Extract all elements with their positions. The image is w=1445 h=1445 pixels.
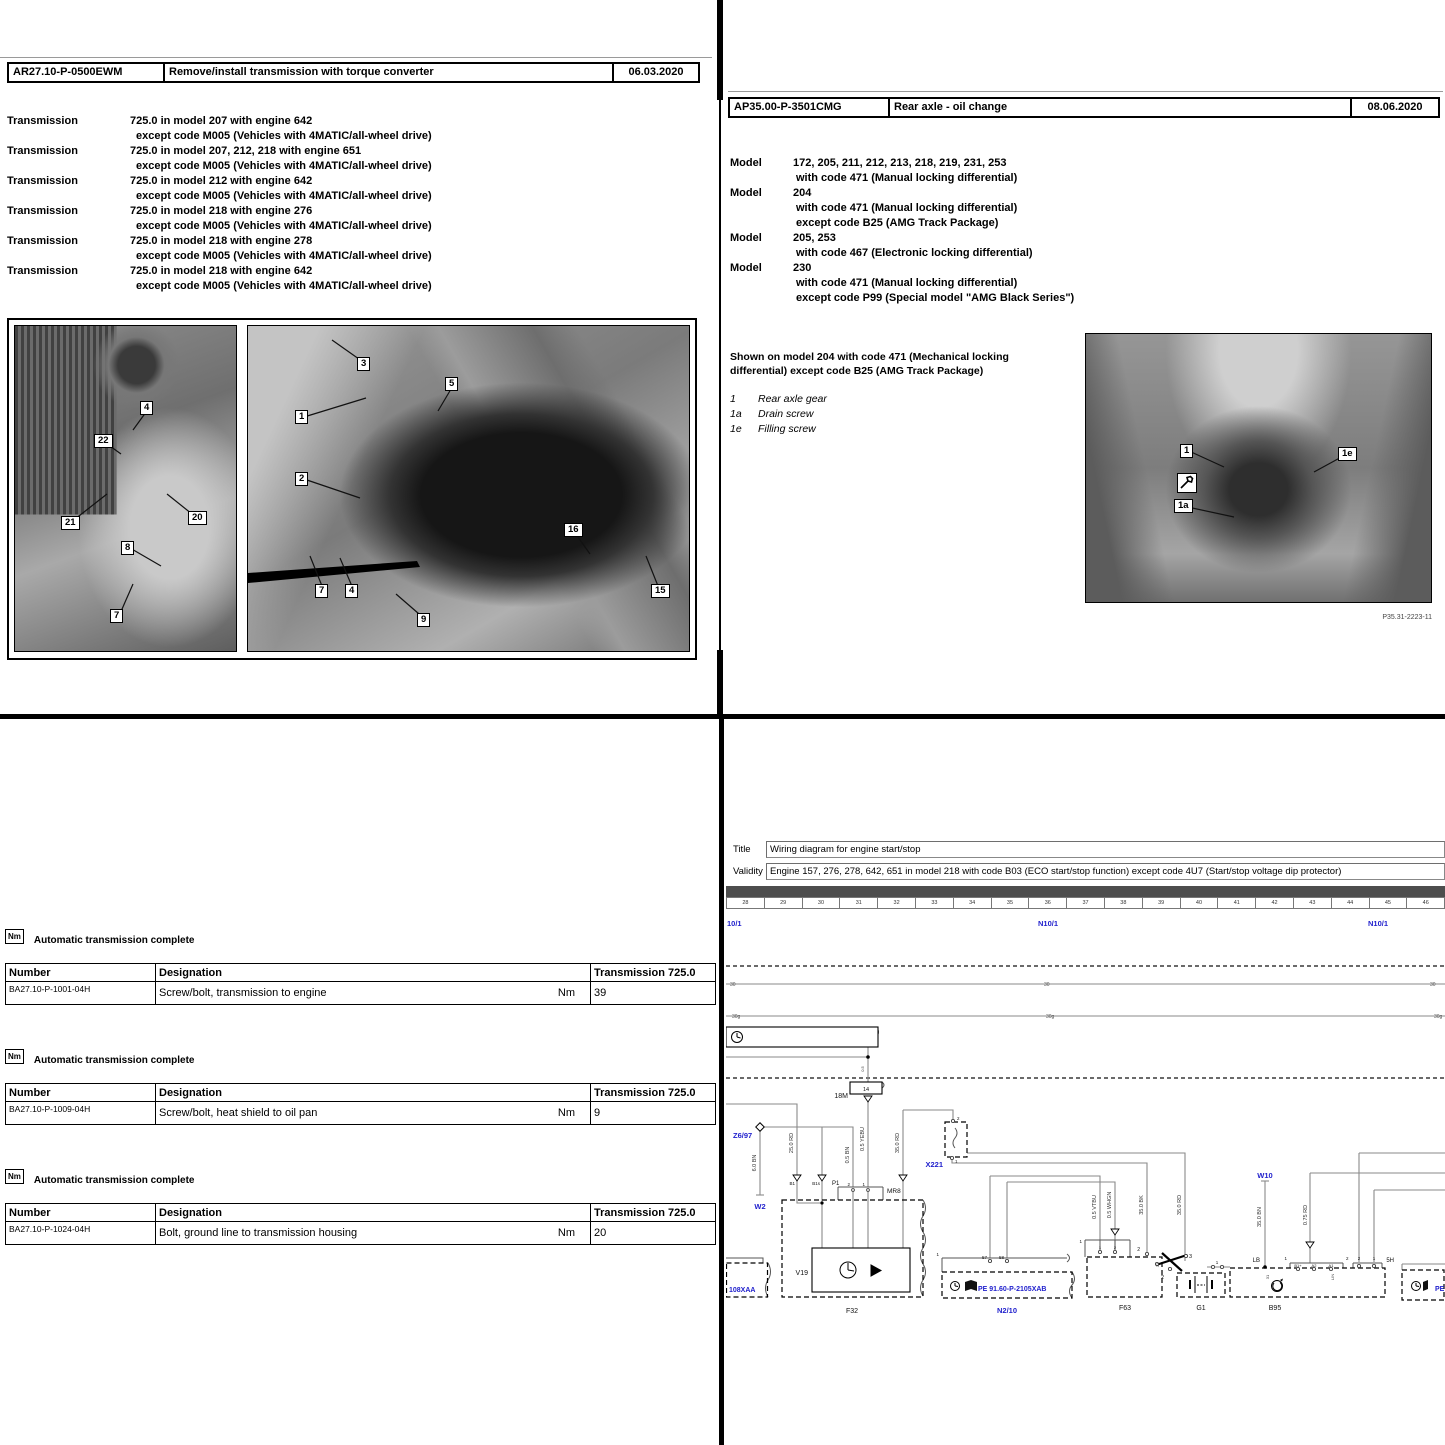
torque-col-transmission: Transmission 725.0 [591,1084,716,1102]
wire-gauge-label: 0.5 YEBU [860,1126,866,1152]
applicability-main: 725.0 in model 218 with engine 278 [130,235,313,247]
torque-col-number: Number [6,1204,156,1222]
applicability-row [7,204,712,234]
torque-table-header-row [6,964,716,982]
legend-text: Filling screw [758,423,816,435]
torque-number-cell: BA27.10-P-1001-04H [6,982,156,1005]
page1-doc-date: 06.03.2020 [628,66,684,78]
page1-procedure-header [7,62,700,83]
applicability-label: Transmission [7,205,78,217]
torque-col-designation: Designation [156,1204,591,1222]
terminal-label: 2 [957,1116,960,1121]
model-row [730,261,1440,306]
callout-number: 22 [94,434,113,448]
legend-text: Drain screw [758,408,814,420]
component-label: 10/1 [727,919,742,928]
torque-value-cell: 20 [591,1222,716,1245]
wiring-title-label: Title [733,844,751,855]
applicability-sub: except code M005 (Vehicles with 4MATIC/all-wheel drive) [136,250,432,262]
page2-doc-code: AP35.00-P-3501CMG [730,99,890,116]
model-sub: with code 471 (Manual locking differential) [796,202,1018,214]
legend-row [730,392,1050,407]
page2-top-rule [728,91,1443,92]
page2-doc-date: 08.06.2020 [1367,101,1423,113]
callout-number: 7 [315,584,328,598]
torque-section [5,1169,715,1245]
ruler-cell: 36 [1029,898,1067,908]
applicability-main: 725.0 in model 218 with engine 276 [130,205,313,217]
terminal-label: B1s [812,1181,820,1186]
page1-photo-right [247,325,690,652]
model-label: Model [730,262,762,274]
model-row [730,156,1440,186]
page2-shown-note-line1: Shown on model 204 with code 471 (Mechanical locking [730,351,1009,363]
callout-number: 5 [445,377,458,391]
terminal-label: MR8 [887,1188,901,1195]
torque-section-header [5,1169,715,1191]
terminal-label: 3 [1189,1254,1193,1260]
component-label: PE 91.60-P-2105XAB [978,1286,1047,1293]
page1-top-rule [0,57,712,58]
page1-doc-title: Remove/install transmission with torque converter [165,64,614,81]
callout-number: 15 [651,584,670,598]
page2-procedure-header [728,97,1440,118]
torque-section [5,929,715,1005]
page1-photo-left-leaders [15,326,236,651]
torque-designation-cell [156,1222,591,1245]
torque-table-row [6,982,716,1005]
terminal-label: A2 [1311,1263,1317,1268]
page2-photo-caption: P35.31-2223-11 [1382,614,1432,621]
wire-gauge-label: 0.5 [860,1066,865,1072]
nm-badge-icon: Nm [5,929,24,944]
terminal-label: 57 [981,1255,987,1260]
component-label: N10/1 [1037,919,1059,928]
torque-number-cell: BA27.10-P-1024-04H [6,1222,156,1245]
page1-applicability-list [7,114,712,294]
model-sub: except code B25 (AMG Track Package) [796,217,999,229]
terminal-label: 1 [1098,1245,1102,1250]
ruler-cell: 46 [1422,900,1429,906]
page2-doc-title: Rear axle - oil change [890,99,1352,116]
model-sub: with code 471 (Manual locking differential) [796,277,1018,289]
wire-gauge-label: 0.5 VTBU [1092,1195,1098,1219]
applicability-label: Transmission [7,235,78,247]
divider-vertical-top-thick [717,0,723,100]
applicability-sub: except code M005 (Vehicles with 4MATIC/all-wheel drive) [136,190,432,202]
page2-shown-note-line2: differential) except code B25 (AMG Track Package) [730,365,984,377]
applicability-main: 725.0 in model 207 with engine 642 [130,115,313,127]
callout-number: 21 [61,516,80,530]
terminal-label: 1 [1372,1256,1376,1261]
torque-section-title: Automatic transmission complete [33,1175,195,1186]
wire-gauge-label: 35.0 RD [895,1132,901,1154]
terminal-label: 18M [834,1093,848,1100]
terminal-label: F63 [1118,1305,1132,1312]
wire-gauge-label: 0.75 RD [1303,1204,1309,1226]
terminal-label: 58 [998,1255,1004,1260]
wire-gauge-label: 35.0 BN [1257,1207,1263,1227]
torque-table [5,1083,716,1125]
model-main: 204 [793,187,812,199]
ruler-cell: 44 [1332,898,1370,908]
terminal-label: 2 [1346,1256,1349,1261]
terminal-label: G1 [1196,1305,1206,1312]
applicability-row [7,234,712,264]
callout-number: 8 [121,541,134,555]
wiring-validity-input[interactable] [766,863,1445,880]
applicability-main: 725.0 in model 218 with engine 642 [130,265,313,277]
ruler-cell: 31 [840,898,878,908]
torque-col-transmission: Transmission 725.0 [591,1204,716,1222]
applicability-value [130,234,432,264]
model-sub: with code 467 (Electronic locking differential) [796,247,1033,259]
wire-gauge-label: 31 [1265,1274,1270,1280]
torque-table [5,1203,716,1245]
terminal-label: 2 [1137,1247,1140,1253]
model-main: 172, 205, 211, 212, 213, 218, 219, 231, 253 [793,157,1007,169]
applicability-sub: except code M005 (Vehicles with 4MATIC/all-wheel drive) [136,220,432,232]
wire-gauge-label: 6.0 BN [752,1154,758,1172]
legend-key: 1 [730,393,736,405]
torque-section [5,1049,715,1125]
ground-symbols [793,1096,1314,1248]
ruler-cell: 37 [1067,898,1105,908]
component-label: N10/1 [1367,919,1389,928]
applicability-value [130,174,432,204]
torque-table [5,963,716,1005]
model-sub: except code P99 (Special model "AMG Black Series") [796,292,1075,304]
terminal-label: F32 [845,1308,859,1315]
torque-table-row [6,1102,716,1125]
ruler-cell: 38 [1105,898,1143,908]
model-value [793,186,1017,231]
torque-table-row [6,1222,716,1245]
wrench-glyph [1178,474,1196,492]
torque-designation-text: Screw/bolt, transmission to engine [159,987,327,999]
ruler-cell: 45 [1370,898,1408,908]
torque-value-cell: 9 [591,1102,716,1125]
model-label: Model [730,187,762,199]
ruler-cell: 42 [1256,898,1294,908]
terminal-label: 14 [862,1087,870,1093]
terminal-label: 2 [847,1182,850,1187]
torque-section-title: Automatic transmission complete [33,1055,195,1066]
applicability-value [130,264,432,294]
model-row [730,186,1440,231]
torque-number-cell: BA27.10-P-1009-04H [6,1102,156,1125]
component-label: N2/10 [996,1306,1018,1315]
junction-dots [820,1055,1266,1269]
page2-photo [1085,333,1432,603]
torque-designation-text: Screw/bolt, heat shield to oil pan [159,1107,318,1119]
wiring-diagram [726,885,1445,1445]
torque-col-transmission: Transmission 725.0 [591,964,716,982]
ruler-cell: 29 [765,898,803,908]
component-label: X221 [925,1160,943,1169]
wire-gauge-label: 35.0 BK [1139,1195,1145,1215]
model-main: 230 [793,262,812,274]
applicability-value [130,114,432,144]
terminal-label: 1 [862,1182,865,1187]
callout-leader-line [304,398,366,417]
terminal-label: 1 [955,1159,958,1164]
terminal-label: 1 [1079,1239,1082,1244]
applicability-row [7,264,712,294]
terminal-label: B1 [789,1181,795,1186]
applicability-sub: except code M005 (Vehicles with 4MATIC/all-wheel drive) [136,280,432,292]
wiring-validity-label: Validity [733,866,763,877]
torque-unit: Nm [557,1227,575,1239]
ruler-cell: 33 [916,898,954,908]
torque-designation-text: Bolt, ground line to transmission housing [159,1227,358,1239]
model-row [730,231,1440,261]
applicability-label: Transmission [7,175,78,187]
terminal-label: 1 [1284,1256,1287,1261]
terminal-label: B95 [1268,1305,1282,1312]
model-label: Model [730,232,762,244]
legend-row [730,422,1050,437]
torque-table-header-row [6,1204,716,1222]
divider-vertical-top [719,100,721,650]
terminal-label: 30 [1044,982,1050,988]
ruler-cell: 43 [1294,898,1332,908]
legend-row [730,407,1050,422]
callout-number: 1 [295,410,308,424]
torque-designation-cell [156,982,591,1005]
wire-gauge-label: 0.5 BN [845,1146,851,1164]
ruler-cell: 41 [1218,898,1256,908]
terminal-label: 30 [1430,982,1436,988]
wiring-title-input[interactable] [766,841,1445,858]
applicability-value [130,144,432,174]
component-label: W2 [754,1202,766,1211]
applicability-row [7,114,712,144]
torque-section-header [5,929,715,951]
callout-number: 1a [1174,499,1193,513]
applicability-label: Transmission [7,265,78,277]
torque-unit: Nm [557,987,575,999]
applicability-sub: except code M005 (Vehicles with 4MATIC/all-wheel drive) [136,160,432,172]
power-rails [726,984,1445,1016]
torque-value-cell: 39 [591,982,716,1005]
applicability-row [7,174,712,204]
callout-number: 16 [564,523,583,537]
torque-section-title: Automatic transmission complete [33,935,195,946]
component-label: W10 [1257,1171,1273,1180]
ruler-cell: 35 [992,898,1030,908]
terminal-label: P1 [832,1181,840,1187]
wrench-icon [1177,473,1197,493]
component-label: PE [1435,1286,1445,1293]
applicability-main: 725.0 in model 212 with engine 642 [130,175,313,187]
page2-legend [730,392,1050,437]
pointer-wedge [248,561,420,583]
wire-gauge-label: LIN [1330,1273,1335,1281]
wire-gauge-label: 31 [1155,1262,1160,1268]
page1-doc-code: AR27.10-P-0500EWM [9,64,165,81]
wire-gauge-label: 35.0 RD [1177,1194,1183,1216]
ruler-cell: 30 [803,898,841,908]
callout-number: 1e [1338,447,1357,461]
terminal-label: 30g [1046,1014,1055,1020]
torque-col-designation: Designation [156,1084,591,1102]
applicability-value [130,204,432,234]
page1-photo-left [14,325,237,652]
terminal-label: 30g [732,1014,741,1020]
callout-number: 2 [295,472,308,486]
divider-vertical-bottom [719,719,724,1445]
terminal-label: 30 [730,982,736,988]
terminal-label: LB [1252,1258,1260,1264]
terminal-label: 2 [1113,1245,1117,1250]
terminal-label: 30g [1434,1014,1443,1020]
callout-leader-line [1189,451,1224,467]
ruler-cell: 39 [1143,898,1181,908]
ruler-cell: 40 [1181,898,1219,908]
model-value [793,231,1033,261]
model-value [793,156,1017,186]
callout-number: 20 [188,511,207,525]
component-label: 108XAA [729,1287,756,1294]
legend-key: 1e [730,423,742,435]
divider-vertical-top-lower [717,650,723,716]
model-value [793,261,1074,306]
model-sub: with code 471 (Manual locking differential) [796,172,1018,184]
terminal-label: 1 [936,1252,939,1257]
torque-col-designation: Designation [156,964,591,982]
applicability-row [7,144,712,174]
terminal-label: A1 [1328,1263,1334,1268]
legend-text: Rear axle gear [758,393,827,405]
terminal-label: 2 [1357,1256,1361,1261]
page2-shown-note [730,350,1070,378]
page2-photo-leaders [1086,334,1431,602]
callout-number: 1 [1180,444,1193,458]
ruler-cell: 34 [954,898,992,908]
model-main: 205, 253 [793,232,836,244]
torque-unit: Nm [557,1107,575,1119]
callout-leader-line [130,548,161,566]
applicability-main: 725.0 in model 207, 212, 218 with engine 651 [130,145,362,157]
torque-designation-cell [156,1102,591,1125]
ruler-cell: 28 [727,898,765,908]
callout-leader-line [304,479,360,498]
wire-gauge-label: 0.5 WHGN [1107,1191,1113,1219]
nm-badge-icon: Nm [5,1169,24,1184]
terminal-label: 2 [1160,1275,1164,1281]
torque-col-number: Number [6,1084,156,1102]
callout-number: 7 [110,609,123,623]
callout-number: 3 [357,357,370,371]
ruler-cell: 32 [878,898,916,908]
terminal-label: 1 [1215,1260,1219,1265]
callout-number: 4 [140,401,153,415]
terminal-label: 5H [1386,1258,1394,1264]
applicability-sub: except code M005 (Vehicles with 4MATIC/all-wheel drive) [136,130,432,142]
model-label: Model [730,157,762,169]
terminal-label: B1+ [1294,1263,1302,1268]
page1-photo-right-leaders [248,326,689,651]
torque-col-number: Number [6,964,156,982]
page2-applicability-list [730,156,1440,306]
nm-badge-icon: Nm [5,1049,24,1064]
component-label: Z6/97 [733,1131,753,1140]
wire-gauge-label: 25.0 RD [789,1132,795,1154]
legend-key: 1a [730,408,742,420]
callout-number: 4 [345,584,358,598]
wires [726,1047,1445,1270]
callout-number: 9 [417,613,430,627]
applicability-label: Transmission [7,115,78,127]
torque-table-header-row [6,1084,716,1102]
dashed-bus-lines [726,966,1445,1078]
z6-97-connector [756,1123,764,1131]
applicability-label: Transmission [7,145,78,157]
torque-section-header [5,1049,715,1071]
terminal-label: V19 [795,1270,808,1277]
